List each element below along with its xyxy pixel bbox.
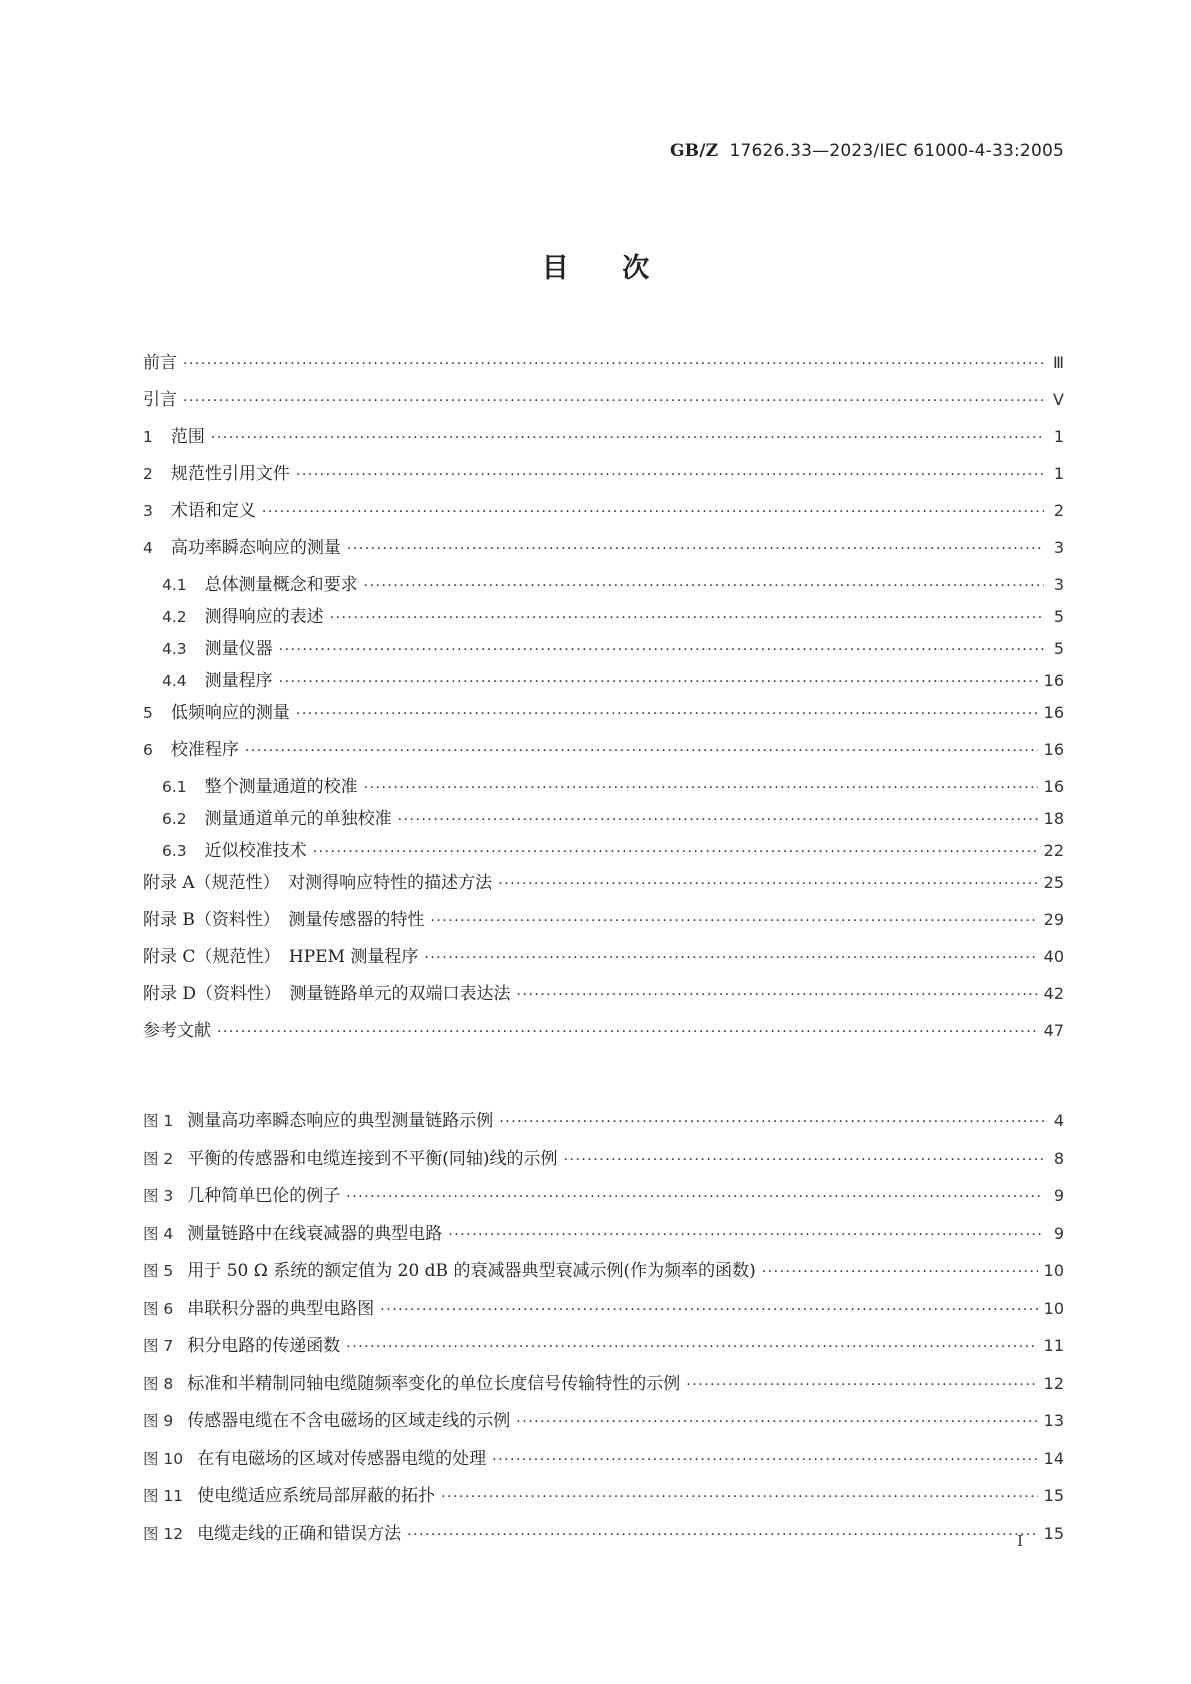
section-title: 参考文献 (143, 1021, 211, 1041)
section-title: 总体测量概念和要求 (204, 575, 358, 595)
page-reference: 2 (1053, 501, 1064, 520)
dot-leader (762, 1265, 1038, 1279)
toc-entry-title (162, 804, 398, 829)
figure-caption: 在有电磁场的区域对传感器电缆的处理 (197, 1448, 487, 1469)
page-reference: 18 (1043, 809, 1064, 828)
section-title: 范围 (170, 427, 205, 447)
figure-number: 图 11 (143, 1487, 184, 1505)
section-title: 测量程序 (204, 671, 273, 691)
figure-entry-title (143, 1219, 448, 1244)
dot-leader (492, 1453, 1037, 1467)
figure-caption: 测量链路中在线衰减器的典型电路 (187, 1223, 443, 1244)
dot-leader (330, 611, 1044, 625)
toc-entry-title (162, 634, 279, 659)
section-title: 附录 A（规范性） 对测得响应特性的描述方法 (143, 873, 493, 893)
page-reference: 3 (1053, 538, 1064, 557)
page-reference: 40 (1043, 947, 1064, 966)
figure-caption: 标准和半精制同轴电缆随频率变化的单位长度信号传输特性的示例 (187, 1373, 681, 1394)
page-reference: 16 (1043, 703, 1064, 722)
dot-leader (380, 1303, 1037, 1317)
toc-entry-title (143, 942, 424, 967)
section-number: 4.1 (162, 576, 187, 594)
figure-entry[interactable] (143, 1369, 1064, 1407)
standard-code-header (670, 141, 1064, 161)
section-title: 高功率瞬态响应的测量 (170, 538, 341, 558)
page-reference: 15 (1043, 1486, 1064, 1505)
figure-entry-title (143, 1519, 407, 1544)
dot-leader (686, 1378, 1037, 1392)
toc-entry-title (162, 570, 364, 595)
page-reference: 16 (1043, 777, 1064, 796)
toc-entry-title (143, 735, 245, 760)
figure-entry-title (143, 1369, 686, 1394)
dot-leader (364, 579, 1044, 593)
page-reference: 16 (1043, 671, 1064, 690)
page-reference: 5 (1053, 639, 1064, 658)
toc-entry-title (143, 385, 183, 410)
figure-entry[interactable] (143, 1294, 1064, 1332)
toc-entry[interactable] (143, 979, 1064, 1016)
page-reference: 14 (1043, 1448, 1064, 1468)
toc-entry[interactable] (143, 496, 1064, 533)
toc-entry[interactable] (143, 1016, 1064, 1053)
dot-leader (499, 1115, 1044, 1129)
dot-leader (279, 643, 1044, 657)
figure-number: 图 9 (143, 1412, 174, 1430)
dot-leader (347, 542, 1044, 556)
section-title: 校准程序 (170, 740, 239, 760)
toc-entry[interactable] (143, 602, 1064, 634)
figure-entry[interactable] (143, 1331, 1064, 1369)
dot-leader (296, 468, 1044, 482)
toc-entry-title (162, 666, 279, 691)
section-title: 测量通道单元的单独校准 (204, 809, 392, 829)
section-title: 整个测量通道的校准 (204, 777, 358, 797)
figure-entry[interactable] (143, 1144, 1064, 1182)
figure-entry-title (143, 1106, 499, 1131)
page-reference: 8 (1053, 1148, 1064, 1168)
page-reference: 25 (1043, 873, 1064, 892)
toc-entry[interactable] (143, 533, 1064, 570)
toc-entry[interactable] (143, 666, 1064, 698)
section-number: 1 (143, 428, 153, 446)
page-reference: Ⅴ (1053, 390, 1064, 409)
figure-entry-title (143, 1481, 441, 1506)
dot-leader (448, 1228, 1044, 1242)
page-reference: 5 (1053, 607, 1064, 626)
toc-entry[interactable] (143, 735, 1064, 772)
section-number: 2 (143, 465, 153, 483)
toc-entry[interactable] (143, 905, 1064, 942)
section-title: 附录 B（资料性） 测量传感器的特性 (143, 910, 425, 930)
page-reference: 42 (1043, 984, 1064, 1003)
toc-entry[interactable] (143, 836, 1064, 868)
section-title: 附录 D（资料性） 测量链路单元的双端口表达法 (143, 984, 511, 1004)
dot-leader (407, 1528, 1037, 1542)
toc-entry-title (143, 533, 347, 558)
figure-number: 图 7 (143, 1337, 174, 1355)
figure-entry-title (143, 1144, 564, 1169)
figure-number: 图 1 (143, 1112, 174, 1130)
section-title: 术语和定义 (170, 501, 256, 521)
section-number: 6 (143, 741, 153, 759)
page-reference: 9 (1053, 1186, 1064, 1205)
figure-caption: 传感器电缆在不含电磁场的区域走线的示例 (187, 1411, 511, 1431)
dot-leader (346, 1340, 1037, 1354)
page-title: 目 次 (541, 253, 650, 284)
toc-entry-title (162, 836, 313, 861)
figure-caption: 测量高功率瞬态响应的典型测量链路示例 (187, 1111, 494, 1131)
page-reference: 1 (1053, 464, 1064, 483)
dot-leader (262, 505, 1044, 519)
page-reference: 1 (1053, 427, 1064, 446)
page-reference: 15 (1043, 1523, 1064, 1543)
figure-entry-title (143, 1256, 762, 1281)
figure-number: 图 10 (143, 1449, 184, 1468)
section-title: 规范性引用文件 (170, 464, 290, 484)
figure-number: 图 12 (143, 1524, 184, 1543)
figure-entry-title (143, 1444, 492, 1469)
section-number: 6.3 (162, 842, 187, 860)
toc-entry[interactable] (143, 772, 1064, 804)
figure-caption: 用于 50 Ω 系统的额定值为 20 dB 的衰减器典型衰减示例(作为频率的函数) (187, 1261, 756, 1281)
toc-entry-title (143, 459, 296, 484)
figure-entry[interactable] (143, 1106, 1064, 1144)
section-number: 6.2 (162, 810, 187, 828)
figure-caption: 串联积分器的典型电路图 (187, 1298, 375, 1319)
table-of-contents (143, 348, 1064, 1053)
page-reference: 16 (1043, 740, 1064, 759)
section-title: 测量仪器 (204, 639, 273, 659)
section-number: 6.1 (162, 778, 187, 796)
page-reference: 9 (1053, 1223, 1064, 1243)
toc-entry[interactable] (143, 459, 1064, 496)
toc-entry[interactable] (143, 942, 1064, 979)
toc-entry-title (143, 1016, 217, 1041)
dot-leader (424, 951, 1037, 965)
figure-entry-title (143, 1331, 346, 1356)
page-reference: 22 (1043, 841, 1064, 860)
figure-caption: 平衡的传感器和电缆连接到不平衡(同轴)线的示例 (187, 1148, 558, 1169)
dot-leader (346, 1190, 1044, 1204)
figure-entry-title (143, 1294, 380, 1319)
section-title: 前言 (143, 353, 177, 373)
page-number: Ⅰ (1017, 1532, 1023, 1550)
figure-caption: 积分电路的传递函数 (187, 1336, 341, 1356)
dot-leader (516, 1415, 1037, 1429)
page-reference: 10 (1043, 1298, 1064, 1318)
section-number: 5 (143, 704, 153, 722)
figure-number: 图 3 (143, 1187, 174, 1205)
page-reference: 47 (1043, 1021, 1064, 1040)
page-reference: 13 (1043, 1411, 1064, 1430)
toc-entry-title (143, 905, 430, 930)
figure-number: 图 2 (143, 1149, 174, 1168)
figure-entry-title (143, 1406, 516, 1431)
section-title: 测得响应的表述 (204, 607, 324, 627)
toc-entry-title (162, 772, 364, 797)
dot-leader (217, 1025, 1038, 1039)
toc-entry-title (143, 979, 517, 1004)
page-reference: Ⅲ (1052, 353, 1064, 372)
figure-number: 图 5 (143, 1262, 174, 1280)
toc-entry[interactable] (143, 348, 1064, 385)
toc-entry-title (143, 698, 296, 723)
section-title: 引言 (143, 390, 177, 410)
standard-prefix: GB/Z (669, 141, 719, 161)
toc-entry-title (143, 422, 211, 447)
section-title: 近似校准技术 (204, 841, 307, 861)
toc-entry-title (143, 496, 262, 521)
figure-caption: 几种简单巴伦的例子 (187, 1186, 341, 1206)
toc-entry[interactable] (143, 634, 1064, 666)
dot-leader (313, 845, 1038, 859)
toc-entry[interactable] (143, 698, 1064, 735)
dot-leader (564, 1153, 1044, 1167)
toc-entry[interactable] (143, 422, 1064, 459)
figure-number: 图 6 (143, 1299, 174, 1318)
dot-leader (498, 877, 1037, 891)
section-title: 附录 C（规范性） HPEM 测量程序 (143, 947, 419, 967)
figure-entry[interactable] (143, 1519, 1064, 1557)
figure-caption: 使电缆适应系统局部屏蔽的拓扑 (197, 1486, 436, 1506)
dot-leader (245, 744, 1038, 758)
dot-leader (441, 1490, 1037, 1504)
figure-entry[interactable] (143, 1444, 1064, 1482)
page-reference: 4 (1053, 1111, 1064, 1130)
page-reference: 10 (1043, 1261, 1064, 1280)
figure-number: 图 8 (143, 1374, 174, 1393)
dot-leader (517, 988, 1038, 1002)
toc-entry-title (143, 868, 498, 893)
list-of-figures (143, 1106, 1064, 1556)
section-number: 4.3 (162, 640, 187, 658)
figure-entry[interactable] (143, 1256, 1064, 1294)
dot-leader (183, 357, 1044, 371)
toc-entry-title (162, 602, 330, 627)
page-reference: 12 (1043, 1373, 1064, 1393)
figure-caption: 电缆走线的正确和错误方法 (197, 1523, 402, 1544)
dot-leader (364, 781, 1038, 795)
dot-leader (398, 813, 1038, 827)
dot-leader (296, 707, 1038, 721)
figure-number: 图 4 (143, 1224, 174, 1243)
dot-leader (279, 675, 1038, 689)
dot-leader (183, 394, 1044, 408)
toc-entry-title (143, 348, 183, 373)
section-number: 3 (143, 502, 153, 520)
section-number: 4.2 (162, 608, 187, 626)
figure-entry-title (143, 1181, 346, 1206)
dot-leader (430, 914, 1037, 928)
section-title: 低频响应的测量 (170, 703, 290, 723)
toc-entry[interactable] (143, 570, 1064, 602)
page-reference: 3 (1053, 575, 1064, 594)
figure-entry[interactable] (143, 1219, 1064, 1257)
toc-entry[interactable] (143, 804, 1064, 836)
figure-entry[interactable] (143, 1481, 1064, 1519)
figure-entry[interactable] (143, 1181, 1064, 1219)
page-reference: 11 (1043, 1336, 1064, 1355)
standard-number: 17626.33—2023/IEC 61000-4-33:2005 (729, 141, 1064, 161)
section-number: 4.4 (162, 672, 187, 690)
figure-entry[interactable] (143, 1406, 1064, 1444)
section-number: 4 (143, 539, 153, 557)
page-reference: 29 (1043, 910, 1064, 929)
dot-leader (211, 431, 1044, 445)
toc-entry[interactable] (143, 385, 1064, 422)
toc-entry[interactable] (143, 868, 1064, 905)
